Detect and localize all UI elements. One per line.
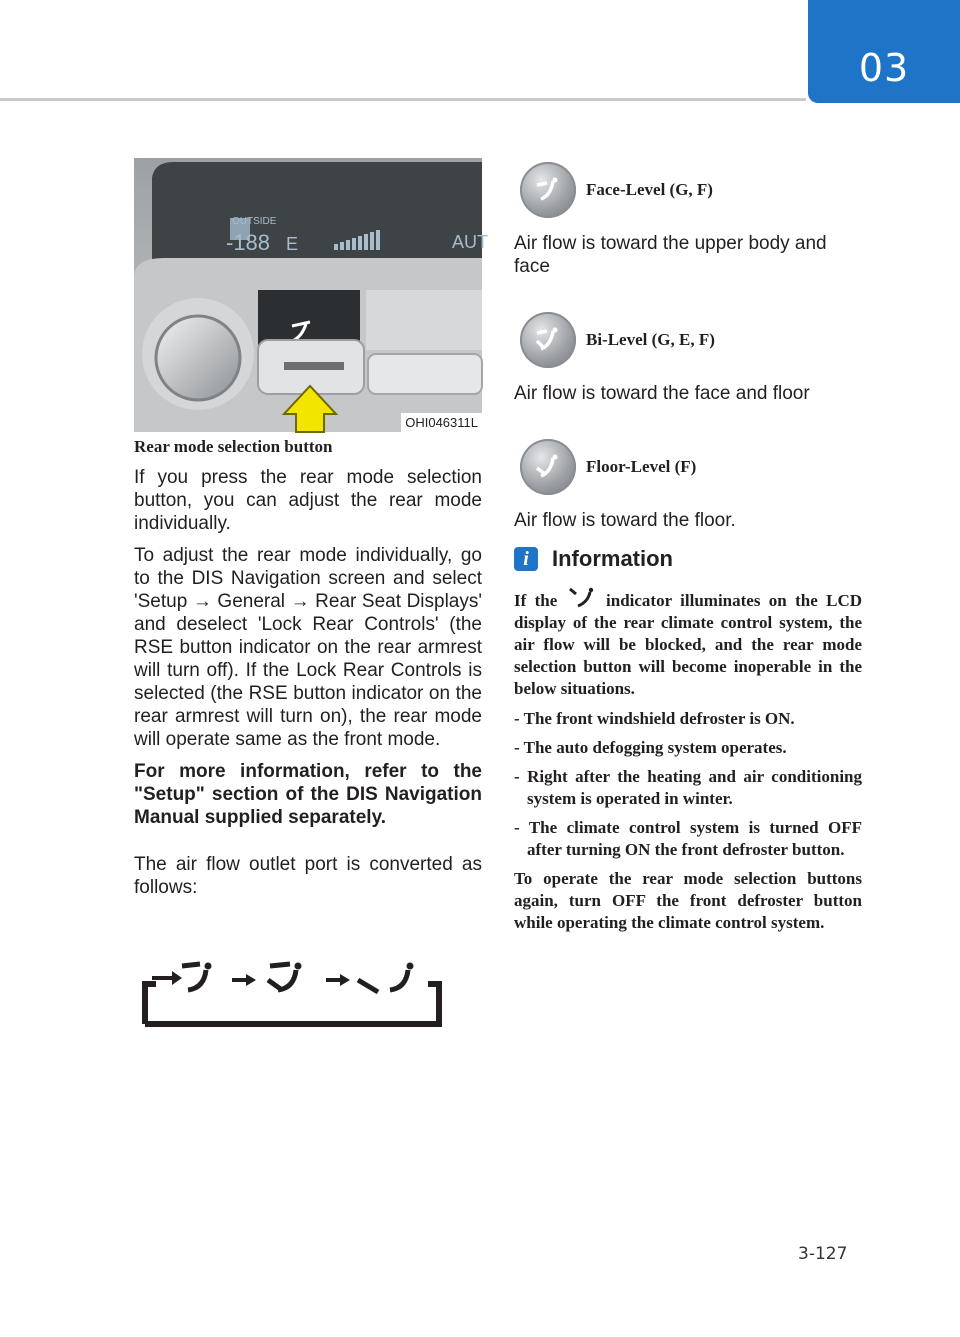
mode-description: Air flow is toward the upper body and face bbox=[514, 233, 827, 277]
figure-caption: Rear mode selection button bbox=[134, 437, 333, 456]
paragraph: If you press the rear mode selection button, you can adjust the rear mode individually. bbox=[134, 467, 482, 534]
information-icon: i bbox=[514, 547, 538, 571]
lcd-temp-readout: -188 bbox=[226, 230, 271, 255]
mode-label: Bi-Level (G, E, F) bbox=[586, 330, 715, 349]
blocked-airflow-icon bbox=[566, 586, 598, 608]
information-title: Information bbox=[552, 546, 673, 571]
information-text-start: If the bbox=[514, 591, 558, 610]
information-text-end: indicator illuminates on the LCD display of the rear climate control system, the air flow will be blocked, and the rear mode selection button will become inoperable in the below situations. bbox=[514, 591, 863, 698]
mode-heading bbox=[514, 308, 862, 372]
information-closing: To operate the rear mode selection buttons again, turn OFF the front defroster button while operating the climate control system. bbox=[514, 869, 862, 932]
airflow-sequence-diagram bbox=[142, 960, 442, 1026]
left-column bbox=[134, 437, 482, 908]
information-bullet: - The auto defogging system operates. bbox=[514, 738, 787, 757]
climate-panel-illustration bbox=[134, 158, 488, 432]
chapter-tab bbox=[808, 0, 960, 103]
face-level-icon bbox=[182, 963, 212, 991]
climate-panel-photo bbox=[134, 158, 488, 432]
lcd-outside-label: OUTSIDE bbox=[232, 216, 277, 227]
mode-label: Floor-Level (F) bbox=[586, 457, 697, 476]
right-column bbox=[514, 158, 862, 942]
face-level-icon bbox=[520, 162, 576, 218]
information-bullet: - The climate control system is turned OFF after turning ON the front defroster button. bbox=[514, 818, 862, 859]
mode-description: Air flow is toward the face and floor bbox=[514, 383, 810, 404]
bi-level-icon bbox=[268, 963, 302, 991]
header-rule bbox=[0, 98, 806, 101]
reference-note: For more information, refer to the "Setup" section of the DIS Navigation Manual supplied separately. bbox=[134, 761, 482, 828]
chapter-number: 03 bbox=[858, 46, 910, 90]
paragraph: To adjust the rear mode individually, go to the DIS Navigation screen and select 'Setup → General → Rear Seat Displays' and deselect 'Lock Rear Controls' (the RSE button indicator on the rear armrest will turn off). If the Lock Rear Controls is selected (the RSE button indicator on the rear armrest will turn on), the rear mode will operate same as the front mode. bbox=[134, 545, 482, 750]
floor-level-icon bbox=[520, 439, 576, 495]
lcd-auto-label: AUT bbox=[452, 232, 488, 252]
bi-level-icon bbox=[520, 312, 576, 368]
page-number: 3-127 bbox=[798, 1244, 848, 1264]
figure-code: OHI046311L bbox=[401, 413, 482, 432]
floor-level-icon bbox=[358, 963, 414, 993]
mode-heading bbox=[514, 435, 862, 499]
mode-label: Face-Level (G, F) bbox=[586, 180, 713, 199]
information-bullet: - The front windshield defroster is ON. bbox=[514, 709, 795, 728]
information-text bbox=[514, 586, 862, 700]
information-heading bbox=[514, 546, 862, 572]
paragraph: The air flow outlet port is converted as follows: bbox=[134, 854, 482, 898]
mode-heading bbox=[514, 158, 862, 222]
mode-description: Air flow is toward the floor. bbox=[514, 510, 736, 531]
lcd-temp-unit: E bbox=[286, 234, 299, 254]
information-bullet: - Right after the heating and air conditioning system is operated in winter. bbox=[514, 767, 862, 808]
